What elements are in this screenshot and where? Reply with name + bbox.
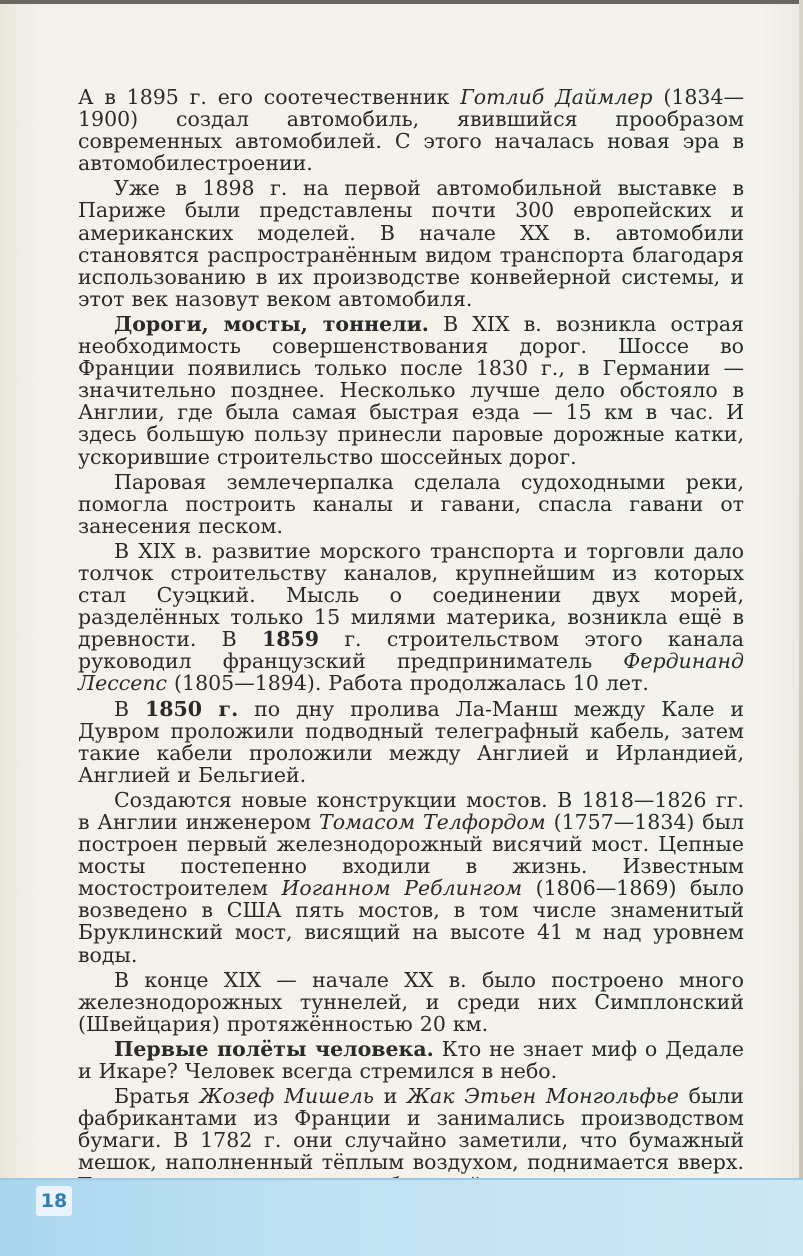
text-run: В XIX в. развитие морского транспорта и торговли дало толчок строительству каналов, крупнейшим из которых стал Суэцкий. Мысль о соединении двух морей, разделённых только 15 милями материка, возникла ещё в древности. В [78, 538, 744, 652]
text-run: г. строительством этого канала руководил французский предприниматель [78, 627, 744, 674]
paragraph [78, 471, 744, 537]
text-run: и [373, 1084, 407, 1109]
paragraph [78, 313, 744, 468]
text-run: (1806—1869) было возведено в США пять мостов, в том числе знаменитый Бруклинский мост, висящий на высоте 41 м над уровнем воды. [78, 876, 744, 967]
name-run: Иоганном Реблингом [281, 876, 523, 901]
name-run: Жак Этьен Монгольфье [407, 1084, 679, 1109]
text-run: (1805—1894). Работа продолжалась 10 лет. [167, 671, 649, 696]
paragraph [78, 177, 744, 310]
heading-run: 1859 [262, 627, 320, 652]
page-number: 18 [36, 1186, 72, 1216]
text-run: Братья [114, 1084, 200, 1109]
text-run: были фабрикантами из Франции и занимались производством бумаги. В 1782 г. они случайно заметили, что бумажный мешок, наполненный тёплым воздухом, поднимается вверх. [78, 1084, 744, 1175]
paragraph [78, 698, 744, 786]
text-run: (1757—1834) был построен первый железнодорожный висячий мост. Цепные мосты постепенно входили в жизнь. Известным мостостроителем [78, 810, 744, 901]
page-top-edge [0, 0, 803, 4]
heading-run: 1850 г. [144, 696, 239, 721]
body-text [78, 86, 744, 1196]
heading-run: Дороги, мосты, тоннели. [114, 311, 429, 336]
name-run: Жозеф Мишель [199, 1084, 374, 1109]
text-run: В XIX в. возникла острая необходимость совершенствования дорог. Шоссе во Франции появились только после 1830 г., в Германии — значительно позднее. Несколько лучше дело обстояло в Англии, где была самая быстрая езда — 15 км в час. И здесь большую пользу принесли паровые дорожные катки, ускорившие строительство шоссейных дорог. [78, 311, 744, 469]
text-run: В [114, 696, 145, 721]
name-run: Томасом Телфордом [319, 810, 546, 834]
paragraph [78, 789, 744, 966]
text-run: В конце XIX — начале XX в. было построено много железнодорожных туннелей, и среди них Симплонский (Швейцария) протяжённостью 20 км. [78, 967, 744, 1036]
text-run: Паровая землечерпалка сделала судоходными реки, помогла построить каналы и гавани, спасла гавани от занесения песком. [78, 469, 744, 538]
name-run: Готлиб Даймлер [460, 85, 653, 109]
text-run: (1834—1900) создал автомобиль, явившийся прообразом современных автомобилей. С этого началась новая эра в автомобилестроении. [78, 85, 744, 176]
paragraph [78, 969, 744, 1035]
name-run: Фердинанд Лессепс [78, 649, 744, 696]
page-right-edge [799, 0, 803, 1180]
footer-band [0, 1178, 803, 1256]
text-run: Кто не знает миф о Дедале и Икаре? Человек всегда стремился в небо. [78, 1036, 744, 1084]
paragraph [78, 1038, 744, 1082]
heading-run: Первые полёты человека. [114, 1036, 434, 1061]
text-run: Уже в 1898 г. на первой автомобильной выставке в Париже были представлены почти 300 европейских и американских моделей. В начале XX в. автомобили становятся распространённым видом транспорта благодаря использованию в их производстве конвейерной системы, и этот век назовут веком автомобиля. [78, 176, 744, 311]
text-run: по дну пролива Ла-Манш между Кале и Дувром проложили подводный телеграфный кабель, затем такие кабели проложили между Англией и Ирландией, Англией и Бельгией. [78, 696, 744, 787]
paragraph [78, 540, 744, 695]
text-run: А в 1895 г. его соотечественник [78, 85, 461, 109]
text-run: Создаются новые конструкции мостов. В 1818—1826 гг. в Англии инженером [78, 787, 744, 834]
paragraph [78, 86, 744, 174]
